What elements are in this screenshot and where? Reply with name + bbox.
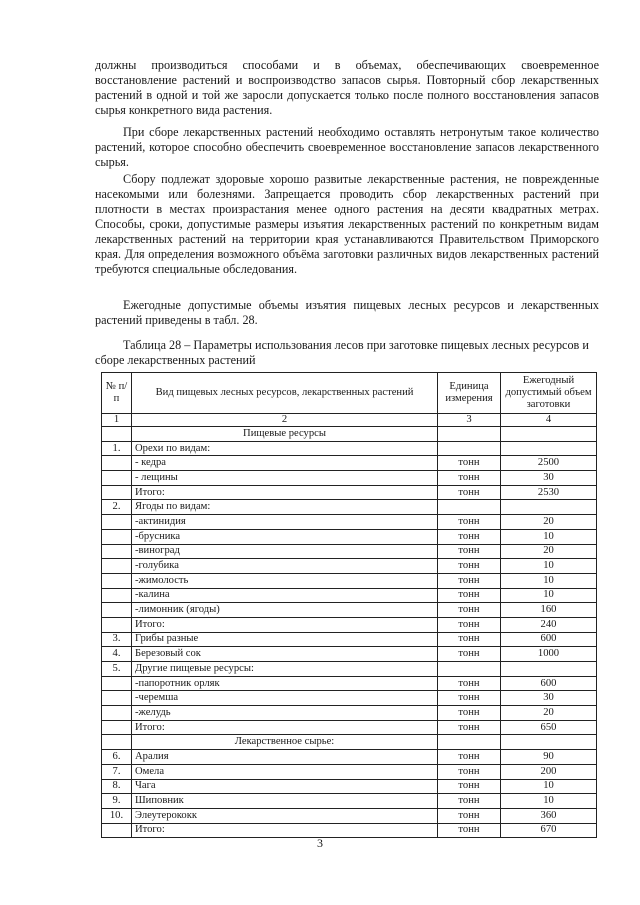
unit-cell: тонн xyxy=(438,647,501,662)
row-number xyxy=(102,720,132,735)
table-row xyxy=(102,559,597,574)
volume-cell: 670 xyxy=(501,823,597,838)
unit-cell: тонн xyxy=(438,588,501,603)
volume-cell: 650 xyxy=(501,720,597,735)
volume-cell: 30 xyxy=(501,691,597,706)
resource-name: Орехи по видам: xyxy=(132,441,438,456)
resource-name: Элеутерококк xyxy=(132,808,438,823)
row-number xyxy=(102,691,132,706)
unit-cell: тонн xyxy=(438,720,501,735)
table-row xyxy=(102,691,597,706)
row-number xyxy=(102,588,132,603)
row-number: 2. xyxy=(102,500,132,515)
row-number: 1. xyxy=(102,441,132,456)
unit-cell: тонн xyxy=(438,691,501,706)
row-number xyxy=(102,544,132,559)
unit-cell: тонн xyxy=(438,529,501,544)
unit-cell: тонн xyxy=(438,779,501,794)
resource-name: - кедра xyxy=(132,456,438,471)
resource-name: Ягоды по видам: xyxy=(132,500,438,515)
unit-cell: тонн xyxy=(438,676,501,691)
unit-cell: тонн xyxy=(438,632,501,647)
row-number xyxy=(102,529,132,544)
section-row xyxy=(102,735,597,750)
table-row xyxy=(102,573,597,588)
unit-cell: тонн xyxy=(438,573,501,588)
volume-cell xyxy=(501,500,597,515)
resource-name: Итого: xyxy=(132,823,438,838)
volume-cell xyxy=(501,427,597,442)
volume-cell: 30 xyxy=(501,471,597,486)
unit-cell: тонн xyxy=(438,559,501,574)
resource-name: -голубика xyxy=(132,559,438,574)
row-number xyxy=(102,573,132,588)
row-number: 4. xyxy=(102,647,132,662)
row-number xyxy=(102,735,132,750)
unit-cell xyxy=(438,662,501,677)
unit-cell xyxy=(438,500,501,515)
volume-cell xyxy=(501,735,597,750)
column-number: 4 xyxy=(501,414,597,427)
table-row xyxy=(102,544,597,559)
paragraph-4: Ежегодные допустимые объемы изъятия пищевых лесных ресурсов и лекарственных растений приведены в табл. 28. xyxy=(95,298,599,327)
unit-cell: тонн xyxy=(438,794,501,809)
volume-cell: 2530 xyxy=(501,485,597,500)
volume-cell: 1000 xyxy=(501,647,597,662)
row-number xyxy=(102,676,132,691)
volume-cell: 600 xyxy=(501,676,597,691)
row-number xyxy=(102,603,132,618)
row-number xyxy=(102,617,132,632)
table-row xyxy=(102,456,597,471)
unit-cell: тонн xyxy=(438,456,501,471)
table-row xyxy=(102,632,597,647)
volume-cell: 10 xyxy=(501,588,597,603)
table-row xyxy=(102,529,597,544)
unit-cell: тонн xyxy=(438,617,501,632)
volume-cell: 2500 xyxy=(501,456,597,471)
row-number: 6. xyxy=(102,750,132,765)
row-number xyxy=(102,559,132,574)
volume-cell: 600 xyxy=(501,632,597,647)
unit-cell: тонн xyxy=(438,515,501,530)
section-title: Пищевые ресурсы xyxy=(132,427,438,442)
row-number xyxy=(102,706,132,721)
table-row xyxy=(102,764,597,779)
resource-name: Грибы разные xyxy=(132,632,438,647)
paragraph-2: При сборе лекарственных растений необходимо оставлять нетронутым такое количество растений, которое способно обеспечить своевременное восстановление запасов лекарственного сырья. xyxy=(95,125,599,169)
resource-name: Чага xyxy=(132,779,438,794)
section-row xyxy=(102,427,597,442)
table-row xyxy=(102,720,597,735)
table-row xyxy=(102,779,597,794)
unit-cell xyxy=(438,427,501,442)
unit-cell xyxy=(438,441,501,456)
unit-cell: тонн xyxy=(438,764,501,779)
volume-cell: 90 xyxy=(501,750,597,765)
column-number: 2 xyxy=(132,414,438,427)
unit-cell: тонн xyxy=(438,808,501,823)
volume-cell: 160 xyxy=(501,603,597,618)
volume-cell: 20 xyxy=(501,544,597,559)
table-body xyxy=(102,427,597,838)
header-volume: Ежегодный допустимый объем заготовки xyxy=(501,373,597,414)
row-number xyxy=(102,515,132,530)
resource-name: -папоротник орляк xyxy=(132,676,438,691)
resource-name: - лещины xyxy=(132,471,438,486)
unit-cell: тонн xyxy=(438,471,501,486)
resource-name: Березовый сок xyxy=(132,647,438,662)
resources-table xyxy=(101,372,597,838)
unit-cell xyxy=(438,735,501,750)
table-row xyxy=(102,647,597,662)
table-header-row xyxy=(102,373,597,414)
resource-name: Аралия xyxy=(132,750,438,765)
row-number xyxy=(102,485,132,500)
unit-cell: тонн xyxy=(438,706,501,721)
volume-cell: 240 xyxy=(501,617,597,632)
resource-name: -калина xyxy=(132,588,438,603)
column-number: 3 xyxy=(438,414,501,427)
table-row xyxy=(102,750,597,765)
table-row xyxy=(102,500,597,515)
resource-name: Омела xyxy=(132,764,438,779)
unit-cell: тонн xyxy=(438,603,501,618)
table-row xyxy=(102,515,597,530)
page-number: 3 xyxy=(317,836,323,850)
volume-cell: 10 xyxy=(501,529,597,544)
resource-name: Итого: xyxy=(132,485,438,500)
row-number xyxy=(102,427,132,442)
unit-cell: тонн xyxy=(438,485,501,500)
table-row xyxy=(102,662,597,677)
volume-cell: 10 xyxy=(501,794,597,809)
volume-cell: 200 xyxy=(501,764,597,779)
table-row xyxy=(102,808,597,823)
paragraph-1: должны производиться способами и в объемах, обеспечивающих своевременное восстановление растений и воспроизводство запасов сырья. Повторный сбор лекарственных растений в одной и той же заросли допускается только после полного восстановления запасов сырья конкретного вида растения. xyxy=(95,58,599,117)
volume-cell: 10 xyxy=(501,779,597,794)
volume-cell: 20 xyxy=(501,515,597,530)
volume-cell: 10 xyxy=(501,573,597,588)
row-number xyxy=(102,471,132,486)
table-row xyxy=(102,471,597,486)
resource-name: -жимолость xyxy=(132,573,438,588)
unit-cell: тонн xyxy=(438,823,501,838)
resource-name: -черемша xyxy=(132,691,438,706)
volume-cell: 20 xyxy=(501,706,597,721)
row-number: 8. xyxy=(102,779,132,794)
table-row xyxy=(102,485,597,500)
paragraph-3: Сбору подлежат здоровые хорошо развитые лекарственные растения, не поврежденные насекомыми или болезнями. Запрещается проводить сбор лекарственных растений при плотности в местах произрастания менее одного растения на десяти квадратных метрах. Способы, сроки, допустимые размеры изъятия лекарственных растений по конкретным видам лекарственных растений на территории края устанавливаются Правительством Приморского края. Для определения возможного объёма заготовки различных видов лекарственных растений требуются специальные обследования. xyxy=(95,172,599,276)
header-num: № п/п xyxy=(102,373,132,414)
column-number: 1 xyxy=(102,414,132,427)
row-number: 10. xyxy=(102,808,132,823)
resource-name: Итого: xyxy=(132,720,438,735)
header-kind: Вид пищевых лесных ресурсов, лекарственных растений xyxy=(132,373,438,414)
resource-name: Шиповник xyxy=(132,794,438,809)
table-caption: Таблица 28 – Параметры использования лесов при заготовке пищевых лесных ресурсов и сборе лекарственных растений xyxy=(95,338,589,367)
row-number: 5. xyxy=(102,662,132,677)
volume-cell: 10 xyxy=(501,559,597,574)
resource-name: -виноград xyxy=(132,544,438,559)
resource-name: Другие пищевые ресурсы: xyxy=(132,662,438,677)
resource-name: Итого: xyxy=(132,617,438,632)
table-row xyxy=(102,588,597,603)
resource-name: -лимонник (ягоды) xyxy=(132,603,438,618)
column-number-row xyxy=(102,414,597,427)
row-number: 3. xyxy=(102,632,132,647)
section-title: Лекарственное сырье: xyxy=(132,735,438,750)
table-row xyxy=(102,676,597,691)
unit-cell: тонн xyxy=(438,544,501,559)
table-row xyxy=(102,794,597,809)
table-row xyxy=(102,617,597,632)
header-unit: Единица измерения xyxy=(438,373,501,414)
volume-cell xyxy=(501,662,597,677)
resource-name: -желудь xyxy=(132,706,438,721)
table-row xyxy=(102,706,597,721)
unit-cell: тонн xyxy=(438,750,501,765)
volume-cell xyxy=(501,441,597,456)
row-number: 9. xyxy=(102,794,132,809)
row-number xyxy=(102,456,132,471)
resource-name: -брусника xyxy=(132,529,438,544)
row-number: 7. xyxy=(102,764,132,779)
volume-cell: 360 xyxy=(501,808,597,823)
table-row xyxy=(102,441,597,456)
resource-name: -актинидия xyxy=(132,515,438,530)
table-row xyxy=(102,603,597,618)
